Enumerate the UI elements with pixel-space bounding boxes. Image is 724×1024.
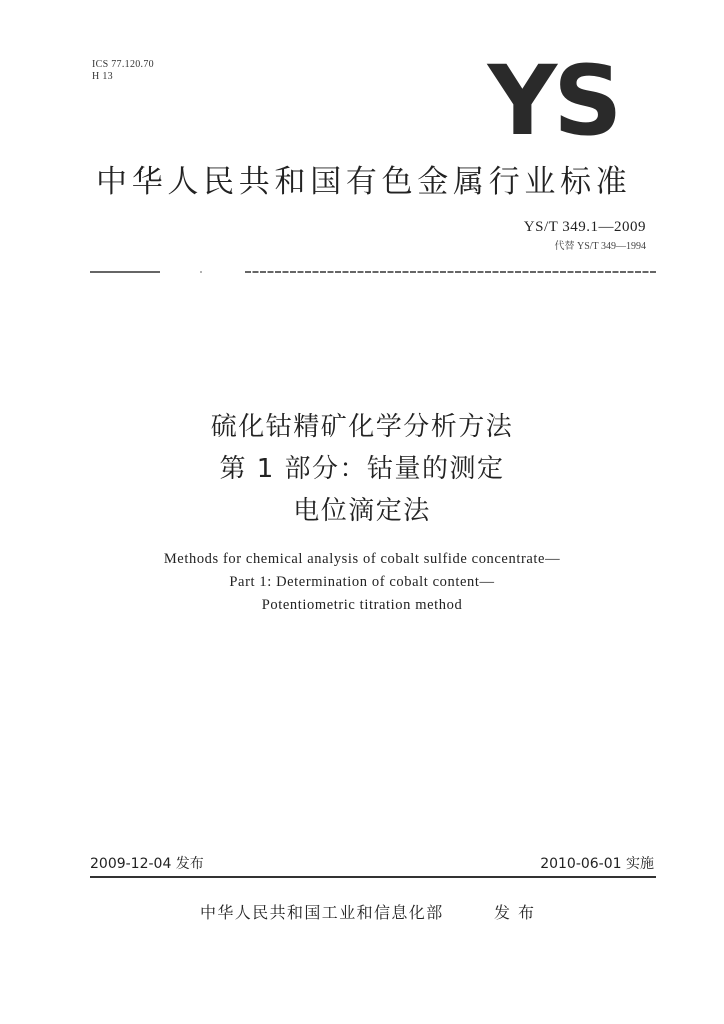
classification-codes xyxy=(92,59,154,83)
standard-number: YS/T 349.1—2009 xyxy=(523,219,646,235)
replaces-note: 代替 YS/T 349—1994 xyxy=(554,241,646,252)
header-divider xyxy=(90,270,656,274)
organization-title: 中华人民共和国有色金属行业标准 xyxy=(96,164,632,200)
title-cn-line-3: 电位滴定法 xyxy=(293,496,431,526)
title-cn-line-1: 硫化钴精矿化学分析方法 xyxy=(210,412,514,442)
logo-text: YS xyxy=(487,46,619,146)
class-code: H 13 xyxy=(92,71,113,82)
title-cn-line-2: 第 1 部分：钴量的测定 xyxy=(219,454,505,484)
publisher: 中华人民共和国工业和信息化部 xyxy=(200,903,444,922)
ys-logo xyxy=(478,46,628,146)
issue-date: 2009-12-04 发布 xyxy=(90,856,204,872)
title-en-line-1: Methods for chemical analysis of cobalt sulfide concentrate— xyxy=(163,551,561,567)
ics-code: ICS 77.120.70 xyxy=(92,59,154,70)
implementation-date: 2010-06-01 实施 xyxy=(540,856,654,872)
title-en-line-3: Potentiometric titration method xyxy=(261,597,463,613)
publish-verb: 发布 xyxy=(494,903,543,922)
title-en-line-2: Part 1: Determination of cobalt content— xyxy=(229,574,495,590)
footer-divider xyxy=(90,876,656,878)
